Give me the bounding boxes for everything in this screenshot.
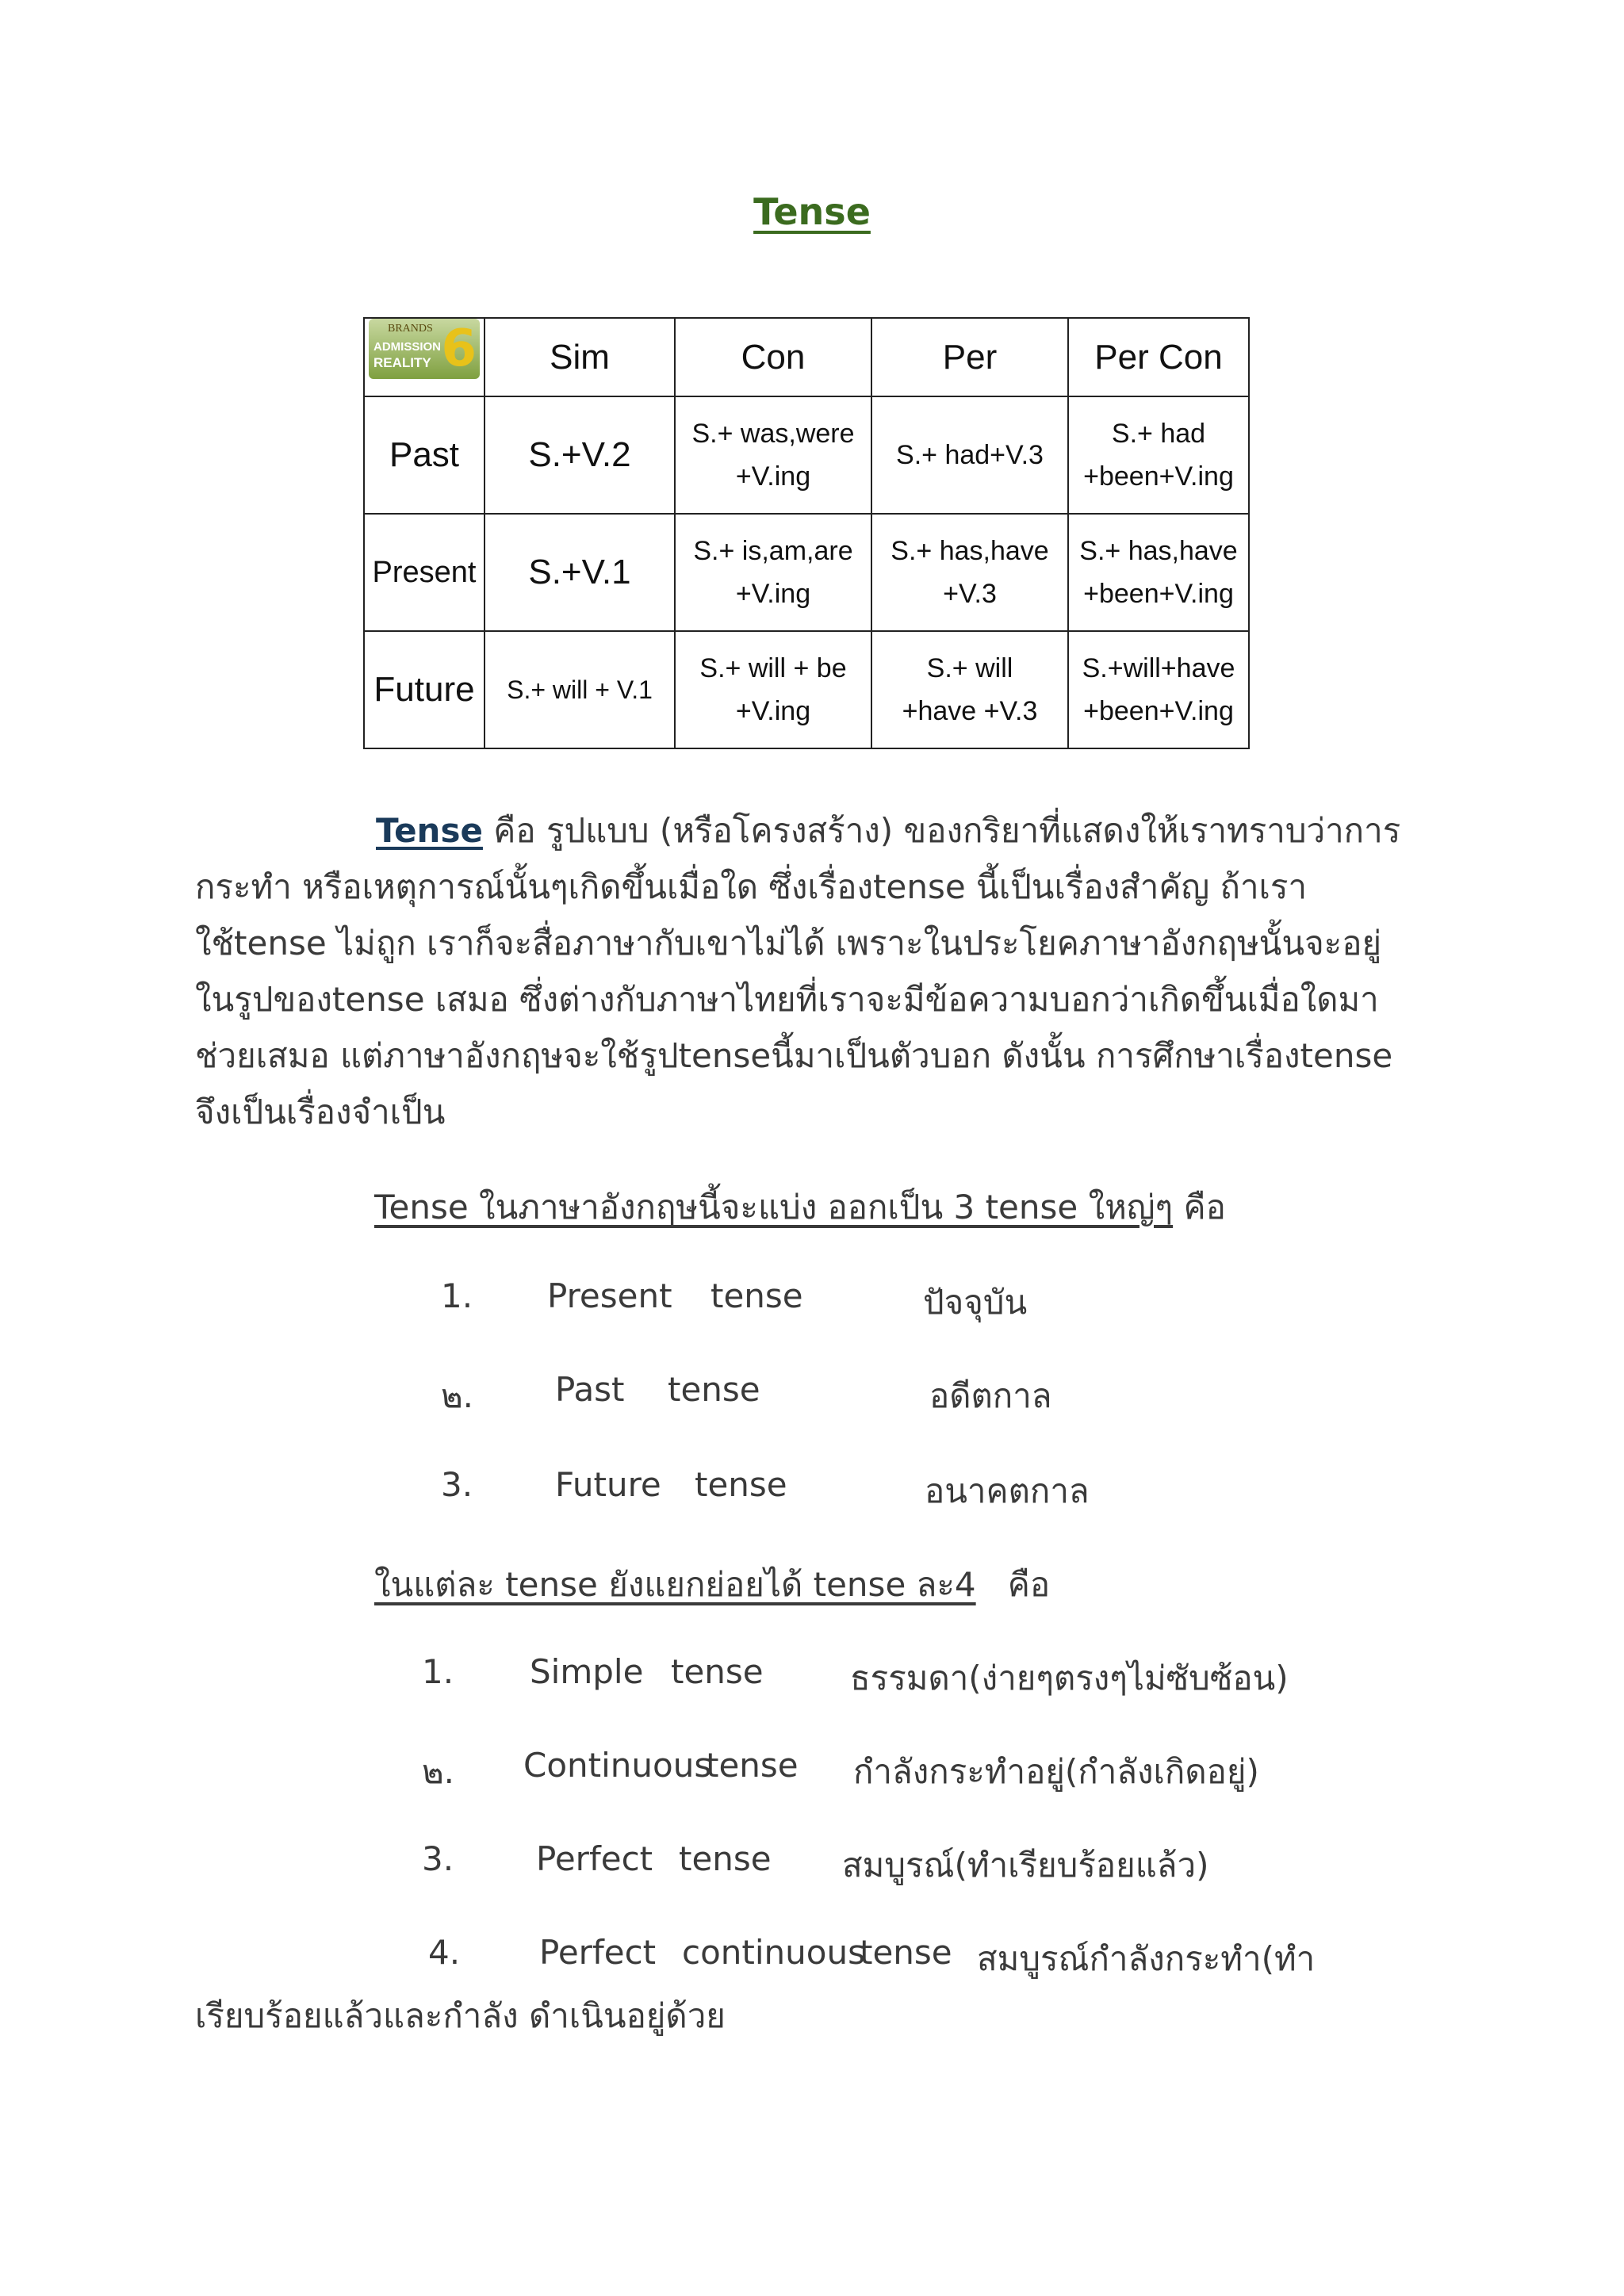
header-con: Con xyxy=(675,318,871,396)
header-percon: Per Con xyxy=(1068,318,1249,396)
cell-sim: S.+ will + V.1 xyxy=(485,631,675,748)
cell-sim: S.+V.1 xyxy=(485,514,675,631)
cell-con: S.+ was,were +V.ing xyxy=(675,396,871,514)
tense-table xyxy=(363,317,1250,749)
document-page: Tense BRANDS ADMISSION REALITY 6 Sim Con Per Per Con Past S.+V.2 S.+ was,were +V.ing S.+ had+V.3 S.+ had +been+V.ing Present S.+V.1 S.+ is,am,are +V.ing S.+ has,have +V.3 S.+ has,have +been+V.ing Future S.+ will + V.1 S.+ will + be +V.ing S.+ will +have +V.3 S.+will+have +been+V.ing Tense คือ รูปแบบ (หรือโครงสร้าง) ของกริยาที่แสดงให้เราทราบว่าการกระทำ หรือเหตุการณ์นั้นๆเกิดขึ้นเมื่อใด ซึ่งเรื่องtense นี้เป็นเรื่องสำคัญ ถ้าเราใช้tense ไม่ถูก เราก็จะสื่อภาษากับเขาไม่ได้ เพราะในประโยคภาษาอังกฤษนั้นจะอยู่ในรูปของtense เสมอ ซึ่งต่างกับภาษาไทยที่เราจะมีข้อความบอกว่าเกิดขึ้นเมื่อใดมาช่วยเสมอ แต่ภาษาอังกฤษจะใช้รูปtenseนี้มาเป็นตัวบอก ดังนั้น การศึกษาเรื่องtense จึงเป็นเรื่องจำเป็น Tense ในภาษาอังกฤษนี้จะแบ่ง ออกเป็น 3 tense ใหญ่ๆ คือ 1. Present tense ปัจจุบัน ๒. Past tense อดีตกาล 3. Future tense อนาคตกาล ในแต่ละ tense ยังแยกย่อยได้ tense ละ4 คือ 1. Simple tense ธรรมดา(ง่ายๆตรงๆไม่ซับซ้อน) ๒. Continuous tense กำลังกระทำอยู่(กำลังเกิดอยู่) 3. Perfect tense สมบูรณ์(ทำเรียบร้อยแล้ว) 4. Perfect continuous tense สมบูรณ์กำลังกระทำ(ทำ เรียบร้อยแล้วและกำลัง ดำเนินอยู่ด้วย xyxy=(0,0,1624,2296)
cell-per: S.+ has,have +V.3 xyxy=(871,514,1068,631)
paragraph-keyword: Tense xyxy=(376,811,483,850)
section1-heading: Tense ในภาษาอังกฤษนี้จะแบ่ง ออกเป็น 3 tense ใหญ่ๆ คือ xyxy=(374,1188,1226,1226)
row-label: Present xyxy=(364,514,485,631)
table-row-present xyxy=(364,514,1249,631)
header-per: Per xyxy=(871,318,1068,396)
row-label: Future xyxy=(364,631,485,748)
header-sim: Sim xyxy=(485,318,675,396)
row-label: Past xyxy=(364,396,485,514)
cell-percon: S.+ has,have +been+V.ing xyxy=(1068,514,1249,631)
section2-heading: ในแต่ละ tense ยังแยกย่อยได้ tense ละ4 คือ xyxy=(374,1565,1051,1604)
cell-con: S.+ will + be +V.ing xyxy=(675,631,871,748)
table-row-past xyxy=(364,396,1249,514)
cell-sim: S.+V.2 xyxy=(485,396,675,514)
table-row-future xyxy=(364,631,1249,748)
logo-cell xyxy=(364,318,485,396)
cell-per: S.+ will +have +V.3 xyxy=(871,631,1068,748)
cell-per: S.+ had+V.3 xyxy=(871,396,1068,514)
page-title: Tense xyxy=(753,190,871,233)
table-header-row xyxy=(364,318,1249,396)
paragraph-text: คือ รูปแบบ (หรือโครงสร้าง) ของกริยาที่แสดงให้เราทราบว่าการกระทำ หรือเหตุการณ์นั้นๆเกิดขึ้นเมื่อใด ซึ่งเรื่องtense นี้เป็นเรื่องสำคัญ ถ้าเราใช้tense ไม่ถูก เราก็จะสื่อภาษากับเขาไม่ได้ เพราะในประโยคภาษาอังกฤษนั้นจะอยู่ในรูปของtense เสมอ ซึ่งต่างกับภาษาไทยที่เราจะมีข้อความบอกว่าเกิดขึ้นเมื่อใดมาช่วยเสมอ แต่ภาษาอังกฤษจะใช้รูปtenseนี้มาเป็นตัวบอก ดังนั้น การศึกษาเรื่องtense จึงเป็นเรื่องจำเป็น xyxy=(195,811,1401,1131)
admission-reality-logo: BRANDS ADMISSION REALITY 6 xyxy=(369,319,480,379)
intro-paragraph xyxy=(195,802,1416,1140)
cell-percon: S.+will+have +been+V.ing xyxy=(1068,631,1249,748)
cell-percon: S.+ had +been+V.ing xyxy=(1068,396,1249,514)
cell-con: S.+ is,am,are +V.ing xyxy=(675,514,871,631)
